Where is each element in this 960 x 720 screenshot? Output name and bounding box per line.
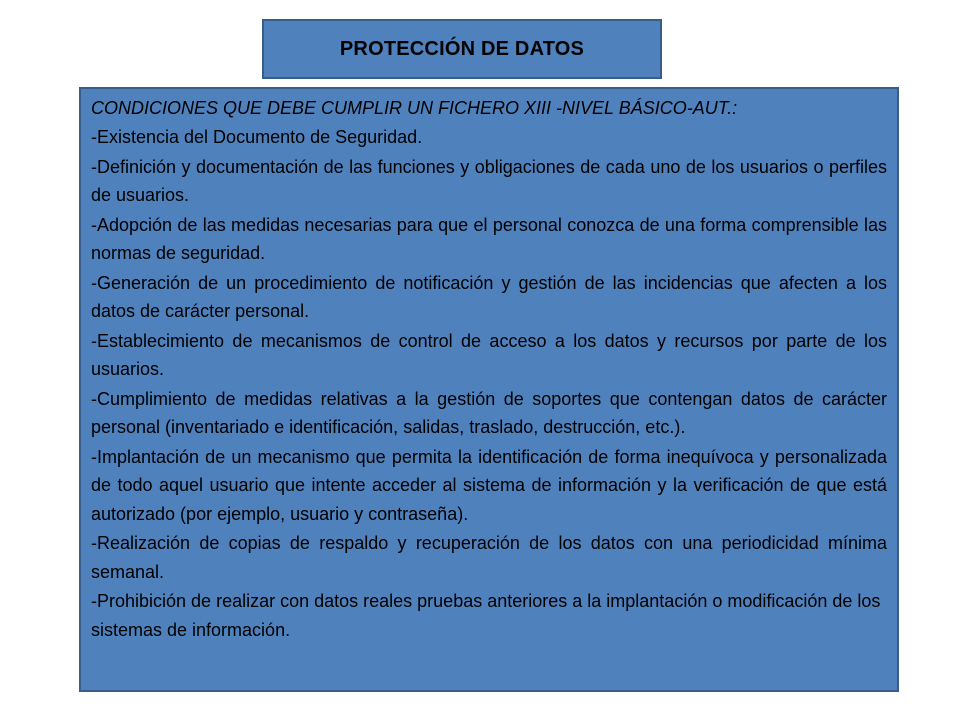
content-box [79, 87, 899, 692]
list-item: -Prohibición de realizar con datos reales pruebas anteriores a la implantación o modificación de los sistemas de información. [91, 591, 881, 640]
list-item: -Definición y documentación de las funciones y obligaciones de cada uno de los usuarios o perfiles de usuarios. [91, 156, 887, 205]
list-item: -Existencia del Documento de Seguridad. [91, 127, 423, 147]
slide-title: PROTECCIÓN DE DATOS [339, 37, 585, 60]
list-item: -Implantación de un mecanismo que permita la identificación de forma inequívoca y personalizada de todo aquel usuario que intente acceder al sistema de información y la verificación de que está autorizado (por ejemplo, usuario y contraseña). [91, 446, 887, 524]
list-item: -Establecimiento de mecanismos de control de acceso a los datos y recursos por parte de los usuarios. [91, 330, 887, 379]
title-box [262, 19, 662, 79]
list-item: -Adopción de las medidas necesarias para que el personal conozca de una forma comprensible las normas de seguridad. [91, 214, 887, 263]
conditions-heading: CONDICIONES QUE DEBE CUMPLIR UN FICHERO XIII -NIVEL BÁSICO-AUT.: [91, 98, 738, 118]
list-item: -Cumplimiento de medidas relativas a la gestión de soportes que contengan datos de carácter personal (inventariado e identificación, salidas, traslado, destrucción, etc.). [91, 388, 887, 437]
list-item: -Realización de copias de respaldo y recuperación de los datos con una periodicidad mínima semanal. [91, 533, 887, 582]
list-item: -Generación de un procedimiento de notificación y gestión de las incidencias que afecten a los datos de carácter personal. [91, 272, 887, 321]
